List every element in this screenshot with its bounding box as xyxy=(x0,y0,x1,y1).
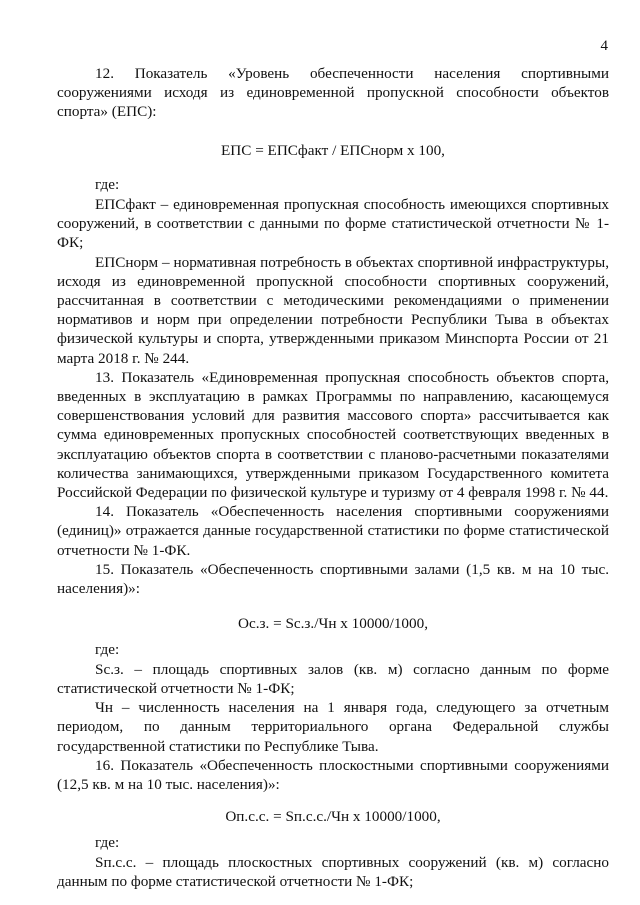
document-body xyxy=(57,64,609,891)
indicator-16-paragraph: 16. Показатель «Обеспеченность плоскостными спортивными сооружениями (12,5 кв. м на 10 тыс. населения)»: xyxy=(57,756,609,793)
where-label: где: xyxy=(95,175,120,193)
where-label: где: xyxy=(95,834,120,852)
where-label: где: xyxy=(95,641,120,659)
definition-population: Чн – численность населения на 1 января года, следующего за отчетным периодом, по данным территориального органа Федеральной службы государственной статистики по Республике Тыва. xyxy=(57,699,609,755)
formula-eps: ЕПС = ЕПСфакт / ЕПСнорм х 100, xyxy=(221,141,445,159)
definition-eps-norm: ЕПСнорм – нормативная потребность в объектах спортивной инфраструктуры, исходя из единовременной пропускной способности спортивных сооружений, рассчитанная в соответствии с методическими рекомендациями о применении нормативов и норм при определении потребности Республики Тыва в объектах физической культуры и спорта, утвержденными приказом Минспорта России от 21 марта 2018 г. № 244. xyxy=(57,253,609,367)
definition-flat-area: Sп.с.с. – площадь плоскостных спортивных сооружений (кв. м) согласно данным по форме статистической отчетности № 1-ФК; xyxy=(57,853,609,890)
indicator-12-paragraph: 12. Показатель «Уровень обеспеченности населения спортивными сооружениями исходя из единовременной пропускной способности объектов спорта» (ЕПС): xyxy=(57,65,609,121)
indicator-14-paragraph: 14. Показатель «Обеспеченность населения спортивными сооружениями (единиц)» отражается данные государственной статистики по форме статистической отчетности № 1-ФК. xyxy=(57,503,609,559)
formula-sport-halls: Ос.з. = Sс.з./Чн х 10000/1000, xyxy=(237,615,428,633)
indicator-13-paragraph: 13. Показатель «Единовременная пропускная способность объектов спорта, введенных в эксплуатацию в рамках Программы по направлению, касающемуся совершенствования условий для развития массового спорта» рассчитывается как сумма единовременных пропускных способностей соответствующих введенных в эксплуатацию объектов спорта в соответствии с планово-расчетными показателями количества занимающихся, утвержденными приказом Государственного комитета Российской Федерации по физической культуре и туризму от 4 февраля 1998 г. № 44. xyxy=(57,368,609,502)
formula-flat-facilities: Оп.с.с. = Sп.с.с./Чн х 10000/1000, xyxy=(225,808,441,826)
definition-eps-fact: ЕПСфакт – единовременная пропускная способность имеющихся спортивных сооружений, в соответствии с данными по форме статистической отчетности № 1-ФК; xyxy=(57,196,609,252)
definition-hall-area: Sс.з. – площадь спортивных залов (кв. м) согласно данным по форме статистической отчетности № 1-ФК; xyxy=(57,660,609,697)
indicator-15-paragraph: 15. Показатель «Обеспеченность спортивными залами (1,5 кв. м на 10 тыс. населения)»: xyxy=(57,560,609,598)
page-number: 4 xyxy=(600,38,608,54)
